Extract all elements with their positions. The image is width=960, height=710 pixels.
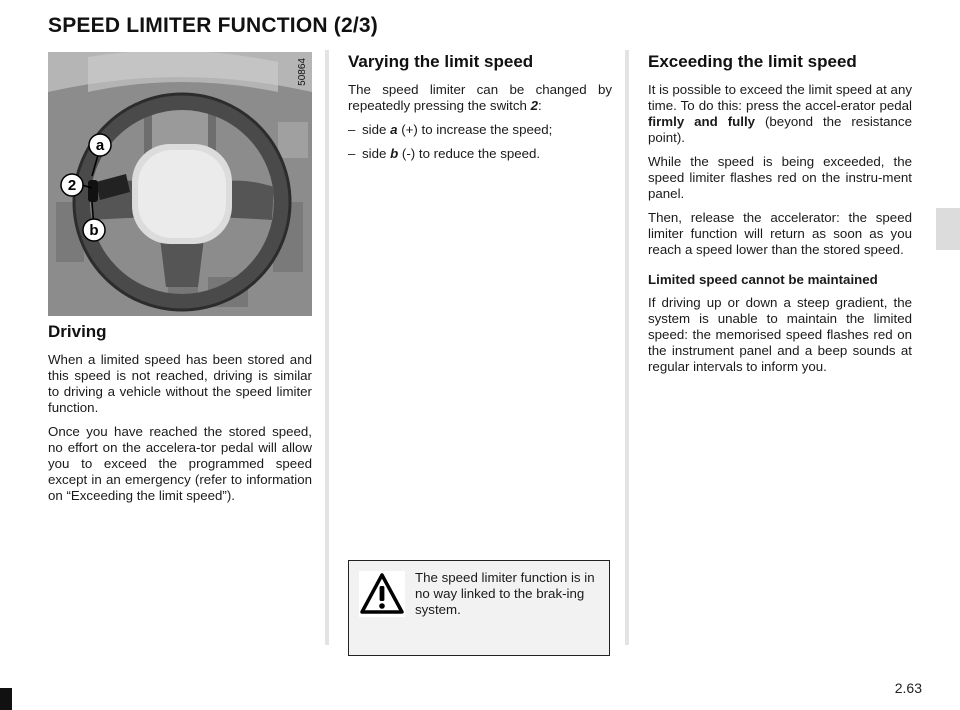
exceeding-p1-suffix: (beyond the resistance point). (648, 114, 912, 145)
bullet-dash: – (348, 122, 356, 137)
switch-reference: 2 (530, 98, 538, 113)
page-title: SPEED LIMITER FUNCTION (2/3) (48, 14, 378, 37)
driving-paragraph-2: Once you have reached the stored speed, no effort on the accelera-tor pedal will allow you to exceed the programmed speed except in an emergency (refer to information on “Exceeding the limit speed”). (48, 424, 312, 503)
warning-text: The speed limiter function is in no way linked to the brak-ing system. (415, 570, 595, 617)
driving-heading: Driving (48, 322, 107, 341)
bullet-pre: side (362, 122, 391, 137)
exceeding-paragraph-3: Then, release the accelerator: the speed limiter function will return as soon as you reach a speed lower than the stored speed. (648, 210, 912, 257)
varying-section (348, 52, 612, 170)
bullet-post: (-) to reduce the speed. (398, 146, 541, 161)
exceeding-paragraph-2: While the speed is being exceeded, the speed limiter flashes red on the instru-ment panel. (648, 154, 912, 201)
callout-a-label: a (95, 137, 105, 154)
exceeding-section (648, 52, 912, 383)
varying-intro (348, 82, 612, 114)
varying-intro-colon: : (537, 98, 542, 113)
callout-2-label: 2 (67, 177, 77, 194)
varying-intro-text: The speed limiter can be changed by repeatedly pressing the switch (348, 82, 612, 113)
steering-wheel-figure (48, 52, 312, 316)
footer-mark (0, 688, 12, 710)
warning-icon (359, 571, 405, 617)
exceeding-paragraph-4: If driving up or down a steep gradient, the system is unable to maintain the limited speed: the memorised speed flashes red on the instrument panel and a beep sounds at regular intervals to inform you. (648, 295, 912, 374)
exceeding-subheading: Limited speed cannot be maintained (648, 272, 878, 287)
section-tab (936, 208, 960, 250)
bullet-text (362, 146, 540, 162)
column-divider-right (625, 50, 629, 645)
page-number: 2.63 (894, 680, 922, 696)
exceeding-p1-bold: firmly and fully (648, 114, 756, 129)
bullet-text (362, 122, 552, 138)
exceeding-paragraph-1 (648, 82, 912, 146)
bullet-reduce (348, 146, 612, 162)
bullet-increase (348, 122, 612, 138)
exceeding-heading: Exceeding the limit speed (648, 52, 857, 71)
side-key-b: b (390, 146, 399, 161)
driving-paragraph-1: When a limited speed has been stored and this speed is not reached, driving is similar to driving a vehicle without the speed limiter function. (48, 352, 312, 415)
figure-code: 50864 (297, 58, 308, 86)
driving-section (48, 322, 312, 512)
callout-b-label: b (89, 222, 99, 239)
callout-b (83, 219, 105, 241)
figure-callouts (48, 52, 312, 316)
callout-a (89, 134, 111, 156)
exceeding-p1-text: It is possible to exceed the limit speed at any time. To do this: press the accel-erator pedal (648, 82, 912, 113)
bullet-post: (+) to increase the speed; (397, 122, 553, 137)
warning-box (348, 560, 610, 656)
column-divider-left (325, 50, 329, 645)
varying-heading: Varying the limit speed (348, 52, 534, 71)
bullet-pre: side (362, 146, 391, 161)
callout-2 (61, 174, 83, 196)
bullet-dash: – (348, 146, 356, 161)
side-key-a: a (390, 122, 398, 137)
